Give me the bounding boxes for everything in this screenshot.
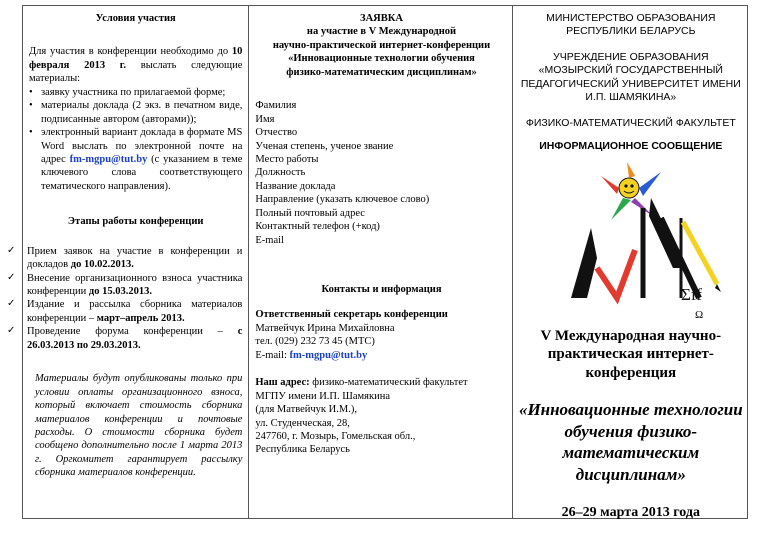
form-field-label: Должность (255, 167, 306, 179)
email-link[interactable]: fm-mgpu@tut.by (69, 153, 148, 165)
form-field-label: Полный почтовый адрес (255, 207, 365, 219)
bullet-icon: • (29, 100, 33, 112)
faculty-name: ФИЗИКО-МАТЕМАТИЧЕСКИЙ ФАКУЛЬТЕТ (525, 116, 736, 129)
email-line: E-mail: fm-mgpu@tut.by (255, 349, 368, 361)
form-field-label: Место работы (255, 153, 319, 165)
checkmark-icon: ✓ (7, 244, 16, 256)
bullet-icon: • (29, 127, 33, 139)
application-title: ЗАЯВКА на участие в V Международной научно-практической интернет-конференции «Инновационные технологии обучения физико-математическим дисциплинам» (272, 13, 491, 78)
form-field-label: Контактный телефон (+код) (255, 221, 380, 233)
form-field-label: Название доклада (255, 180, 336, 192)
stages-title: Этапы работы конференции (67, 216, 204, 228)
ministry-name: МИНИСТЕРСТВО ОБРАЗОВАНИЯ РЕСПУБЛИКИ БЕЛАРУСЬ (546, 12, 716, 38)
list-item: • материалы доклада (2 экз. в печатном виде, подписанные автором (авторами)); (29, 100, 243, 125)
contacts-title: Контакты и информация (321, 284, 442, 295)
form-field-label: Отчество (255, 127, 298, 139)
conference-name: V Международная научно-практическая интернет-конференция (540, 327, 722, 381)
publication-note: Материалы будут опубликованы только при условии оплаты организационного взноса, который включает стоимость сборника материалов конференции и почтовые расходы. О стоимости сборника будет сообщено дополнительно после 1 марта 2013 г. Оргкомитет гарантирует рассылку сборника материалов конференции. (35, 373, 243, 479)
omega-label: Ω (694, 308, 703, 321)
form-field-label: Направление (указать ключевое слово) (255, 194, 430, 206)
checkmark-icon: ✓ (7, 298, 16, 310)
info-heading: ИНФОРМАЦИОННОЕ СООБЩЕНИЕ (539, 140, 723, 153)
checkmark-shape (597, 250, 635, 298)
triangle-figure (571, 198, 699, 298)
secretary-label: Ответственный секретарь конференции (255, 309, 448, 321)
address-label: Наш адрес: (255, 377, 310, 389)
list-item: ✓ Прием заявок на участие в конференции и докладов до 10.02.2013. (7, 244, 243, 271)
list-item: ✓ Внесение организационного взноса участника конференции до 15.03.2013. (7, 271, 243, 297)
math-emblem-icon (531, 158, 731, 323)
phone: тел. (029) 232 73 45 (МТС) (255, 336, 375, 348)
conference-theme: «Инновационные технологии обучения физико-математическим дисциплинам» (518, 399, 743, 484)
bullet-icon: • (29, 86, 33, 98)
stages-list (7, 245, 242, 353)
contacts-block (255, 308, 507, 362)
form-field-label: Ученая степень, ученое звание (255, 140, 394, 152)
list-item: ✓ Издание и рассылка сборника материалов конференции – март–апрель 2013. (7, 298, 243, 324)
conference-date: 26–29 марта 2013 года (561, 504, 700, 520)
institution-name: УЧРЕЖДЕНИЕ ОБРАЗОВАНИЯ «МОЗЫРСКИЙ ГОСУДАРСТВЕННЫЙ ПЕДАГОГИЧЕСКИЙ УНИВЕРСИТЕТ ИМЕНИ И.П. ШАМЯКИНА» (520, 50, 741, 104)
participation-conditions-column (7, 6, 249, 518)
conditions-intro: Для участия в конференции необходимо до 10 февраля 2013 г. выслать следующие материалы: (29, 46, 243, 85)
form-field-label: E-mail (255, 234, 284, 246)
list-item: • заявку участника по прилагаемой форме; (29, 86, 226, 98)
secretary-name: Матвейчук Ирина Михайловна (255, 322, 395, 334)
brochure-sheet (7, 5, 748, 520)
checkmark-icon: ✓ (7, 271, 16, 283)
materials-list (29, 86, 242, 194)
application-fields (255, 99, 507, 247)
form-field-label: Имя (255, 113, 275, 125)
address-block: Наш адрес: физико-математический факультет МГПУ имени И.П. Шамякина (для Матвейчук И.М.), ул. Студенческая, 28, 247760, г. Мозырь, Гомельская обл., Республика Беларусь (255, 377, 468, 456)
list-item: • электронный вариант доклада в формате MS Word выслать по электронной почте на адрес fm-mgpu@tut.by (с указанием в теме ключевого слова соответствующего тематического направления). (29, 127, 243, 192)
deadline: 10 февраля 2013 г. (29, 46, 243, 71)
form-field-label: Фамилия (255, 100, 297, 112)
conditions-title: Условия участия (95, 13, 176, 24)
checkmark-icon: ✓ (7, 325, 16, 337)
list-item: ✓ Проведение форума конференции – с 26.03.2013 по 29.03.2013. (7, 325, 243, 351)
formula-label: Σff (680, 284, 702, 304)
email-link[interactable]: fm-mgpu@tut.by (289, 349, 368, 361)
cover-column (513, 6, 747, 518)
application-form-column (249, 6, 512, 518)
